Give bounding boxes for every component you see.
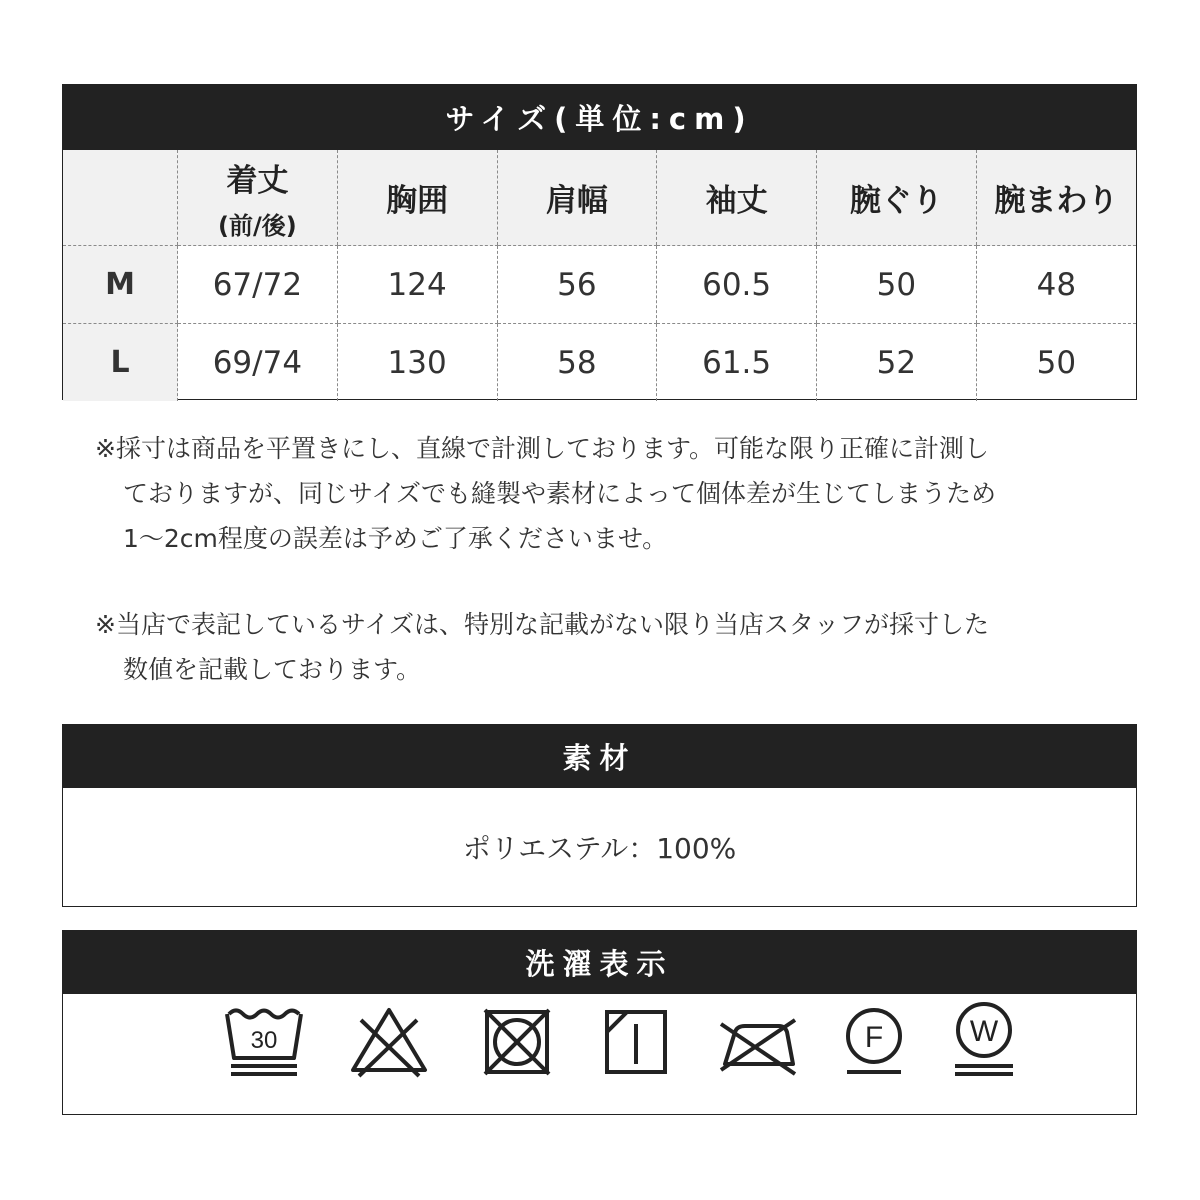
table-cell: 61.5 [657,324,817,402]
wet-clean-w-icon [949,998,1019,1078]
wet-clean-letter: W [969,1015,999,1048]
no-tumble-dry-icon [481,1006,553,1078]
care-section-title: 洗濯表示 [63,931,1136,994]
row-size-label: M [63,246,178,324]
note-line: 数値を記載しております。 [123,655,422,684]
table-cell: 50 [976,324,1136,402]
dry-clean-letter: F [864,1021,884,1054]
line-dry-icon [603,1006,669,1078]
column-header-sublabel: (前/後) [218,211,297,240]
column-header-shoulder: 肩幅 [497,150,657,246]
table-cell: 52 [817,324,977,402]
care-icons-row [63,994,1136,1114]
material-composition: ポリエステル：100% [462,832,737,865]
column-header-arm-circumference: 腕まわり [976,150,1136,246]
note-line: ※採寸は商品を平置きにし、直線で計測しております。可能な限り正確に計測し [95,434,989,463]
size-table-header-row [63,150,1136,246]
dry-clean-f-icon [839,1006,909,1078]
row-size-label: L [63,324,178,402]
no-iron-icon [715,1006,799,1078]
note-line: ておりますが、同じサイズでも縫製や素材によって個体差が生じてしまうため [123,479,997,508]
table-cell: 124 [337,246,497,324]
size-section-title: サイズ(単位:cm) [63,85,1136,150]
table-cell: 67/72 [178,246,338,324]
wash-30-icon [223,1006,305,1078]
size-table-section [62,84,1137,400]
column-header-length [178,150,338,246]
column-header-chest: 胸囲 [337,150,497,246]
table-row [63,324,1136,402]
column-header-armhole: 腕ぐり [817,150,977,246]
table-cell: 60.5 [657,246,817,324]
no-bleach-icon [349,1006,429,1078]
column-header-label: 着丈 [226,162,289,199]
table-cell: 56 [497,246,657,324]
table-cell: 50 [817,246,977,324]
care-section [62,930,1137,1115]
material-section [62,724,1137,907]
column-header-sleeve: 袖丈 [657,150,817,246]
table-cell: 69/74 [178,324,338,402]
table-row [63,246,1136,324]
size-table [63,150,1136,401]
note-line: ※当店で表記しているサイズは、特別な記載がない限り当店スタッフが採寸した [95,610,989,639]
size-notation-note [95,602,1105,692]
size-table-corner-cell [63,150,178,246]
table-cell: 48 [976,246,1136,324]
material-section-title: 素材 [63,725,1136,788]
table-cell: 58 [497,324,657,402]
note-line: 1～2cm程度の誤差は予めご了承くださいませ。 [123,524,668,553]
table-cell: 130 [337,324,497,402]
wash-temperature-label: 30 [250,1027,278,1054]
measurement-note [95,426,1105,561]
